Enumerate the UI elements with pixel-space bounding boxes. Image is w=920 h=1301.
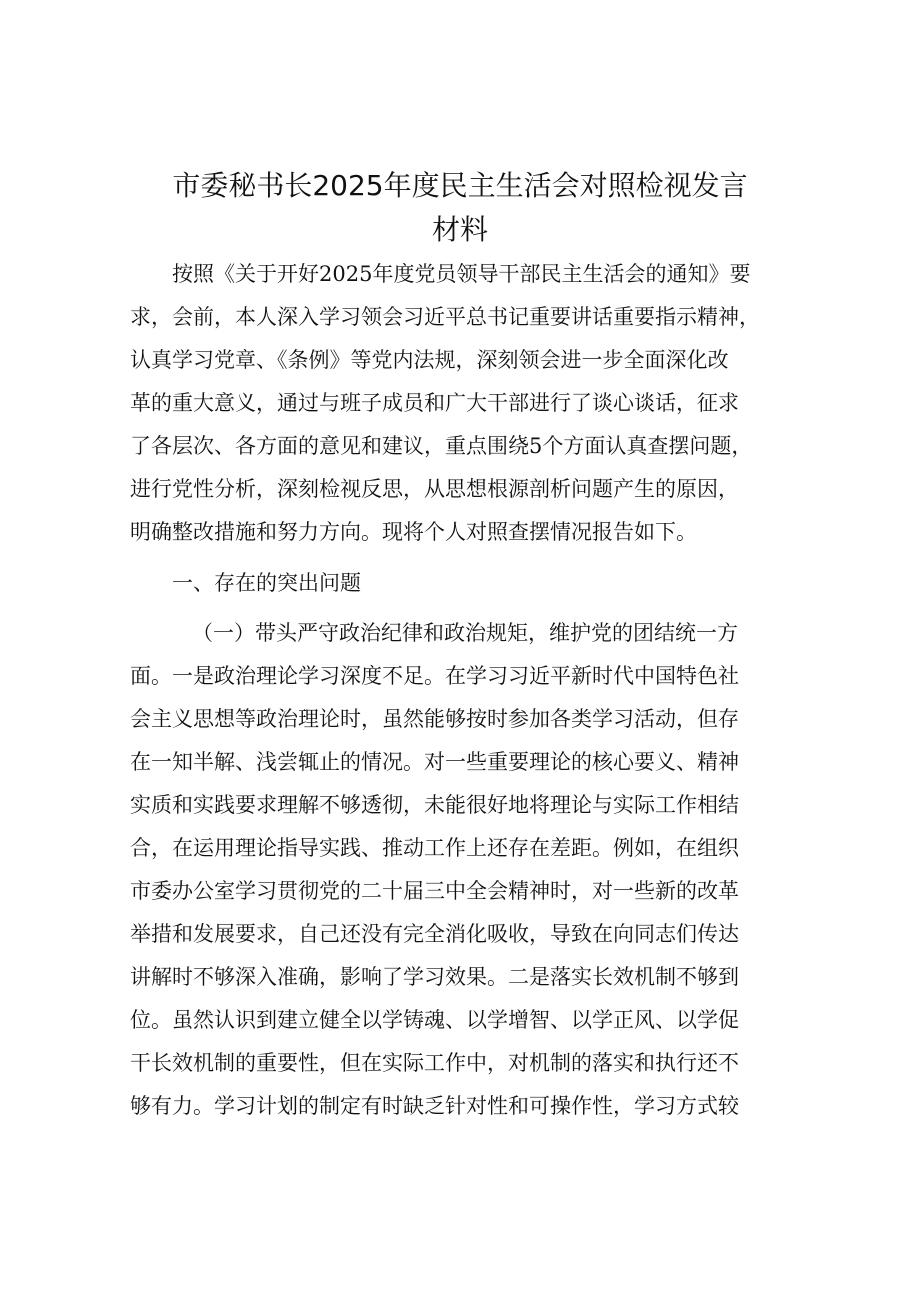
intro-line: 了各层次、各方面的意见和建议，重点围绕5个方面认真查摆问题， [130, 434, 753, 458]
intro-line: 按照《关于开好2025年度党员领导干部民主生活会的通知》要 [172, 262, 751, 286]
subsection-line: 讲解时不够深入准确，影响了学习效果。二是落实长效机制不够到 [130, 965, 739, 989]
subsection-line: 合，在运用理论指导实践、推动工作上还存在差距。例如，在组织 [130, 836, 739, 860]
intro-line: 求，会前，本人深入学习领会习近平总书记重要讲话重要指示精神， [130, 305, 760, 329]
intro-line: 革的重大意义，通过与班子成员和广大干部进行了谈心谈话，征求 [130, 391, 739, 415]
subsection-line: 位。虽然认识到建立健全以学铸魂、以学增智、以学正风、以学促 [130, 1008, 739, 1032]
section-heading: 一、存在的突出问题 [172, 571, 361, 595]
subsection-line: 会主义思想等政治理论时，虽然能够按时参加各类学习活动，但存 [130, 707, 739, 731]
subsection-line: 面。一是政治理论学习深度不足。在学习习近平新时代中国特色社 [130, 664, 739, 688]
subsection-line: 举措和发展要求，自己还没有完全消化吸收，导致在向同志们传达 [130, 922, 739, 946]
intro-line: 认真学习党章、《条例》等党内法规，深刻领会进一步全面深化改 [130, 348, 729, 372]
subsection-line: 市委办公室学习贯彻党的二十届三中全会精神时，对一些新的改革 [130, 879, 739, 903]
subsection-line: （一）带头严守政治纪律和政治规矩，维护党的团结统一方 [192, 621, 738, 645]
intro-line: 进行党性分析，深刻检视反思，从思想根源剖析问题产生的原因， [130, 477, 739, 501]
subsection-line: 干长效机制的重要性，但在实际工作中，对机制的落实和执行还不 [130, 1051, 739, 1075]
document-title-line-1: 市委秘书长2025年度民主生活会对照检视发言 [172, 169, 748, 202]
subsection-line: 够有力。学习计划的制定有时缺乏针对性和可操作性，学习方式较 [130, 1094, 739, 1118]
subsection-line: 在一知半解、浅尝辄止的情况。对一些重要理论的核心要义、精神 [130, 750, 739, 774]
document-title-line-2: 材料 [431, 213, 488, 246]
subsection-line: 实质和实践要求理解不够透彻，未能很好地将理论与实际工作相结 [130, 793, 739, 817]
intro-line: 明确整改措施和努力方向。现将个人对照查摆情况报告如下。 [130, 520, 697, 544]
